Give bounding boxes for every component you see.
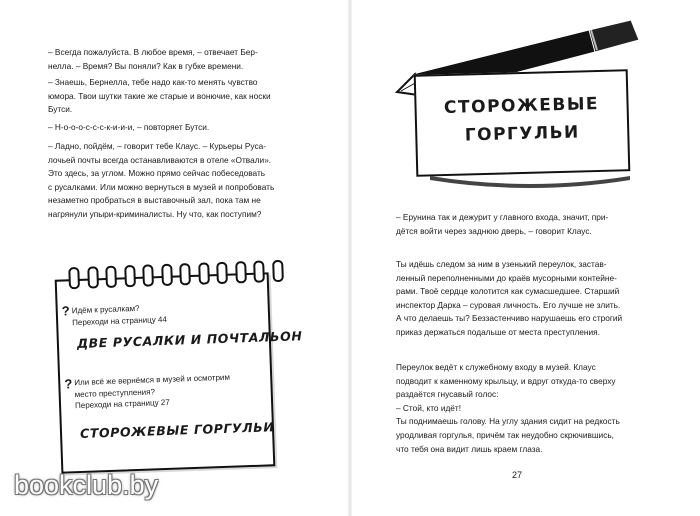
left-paragraph-1 (48, 46, 258, 73)
spiral-ring (235, 261, 247, 283)
text-line: дётся войти через заднюю дверь, – говорит Клаус. (396, 225, 592, 236)
chapter-title-sign (414, 69, 631, 177)
text-line: лочьей почты всегда останавливаются в отеле «Отвали». (48, 154, 272, 165)
text-line: Идём к русалкам? (71, 303, 140, 316)
spiral-ring (142, 264, 154, 286)
chapter-title-line-2: ГОРГУЛЬИ (464, 122, 581, 146)
text-line: нагрянули упыри-криминалисты. Ну что, как поступим? (48, 208, 262, 219)
choice-1-heading[interactable]: ДВЕ РУСАЛКИ И ПОЧТАЛЬОН (76, 328, 303, 352)
spiral-ring (216, 262, 228, 284)
left-paragraph-4 (48, 140, 274, 222)
question-mark-icon: ? (64, 376, 73, 392)
right-paragraph-1 (396, 211, 608, 238)
text-line: уродливая горгулья, причём так неудобно скрючившись, (396, 429, 614, 440)
chapter-title-line-1: СТОРОЖЕВЫЕ (443, 93, 600, 119)
spiral-ring (105, 266, 117, 288)
left-paragraph-2 (48, 76, 271, 117)
spiral-ring (179, 263, 191, 285)
text-line: с русалками. Или можно вернуться в музей и попробовать (48, 181, 275, 192)
text-line: Переходи на страницу 27 (74, 397, 170, 411)
text-line: Переходи на страницу 44 (72, 314, 167, 327)
text-line: – Знаешь, Бернелла, тебе надо как-то менять чувство (48, 77, 258, 87)
page-number: 27 (512, 470, 523, 480)
choice-2-question (74, 372, 231, 412)
text-line: нелла. – Время? Вы поняли? Как в губке времени. (48, 60, 244, 71)
text-line: – Стой, кто идёт! (396, 402, 462, 413)
spiral-ring (68, 267, 80, 289)
choice-2-heading[interactable]: СТОРОЖЕВЫЕ ГОРГУЛЬИ (79, 419, 275, 441)
right-paragraph-3 (396, 361, 620, 456)
choice-notepad (55, 272, 303, 473)
text-line: Это здесь, за углом. Можно прямо сейчас побеседовать (48, 168, 266, 179)
text-line: подводит к каменному крыльцу, и вдруг откуда-то сверху (396, 375, 616, 386)
text-line: Ты поднимаешь голову. На углу здания сидит на редкость (396, 416, 620, 427)
text-line: ленный переполненными до краёв мусорными контейне- (396, 272, 617, 283)
spiral-ring (272, 260, 284, 282)
spiral-ring (161, 264, 173, 286)
spiral-ring (124, 265, 136, 287)
text-line: что тебя она видит лишь краем глаза. (396, 443, 543, 454)
text-line: Бутси. (48, 104, 73, 115)
site-watermark: bookclub.by (14, 470, 159, 500)
text-line: рами. Твоё сердце колотится как сумасшедшее. Старший (396, 286, 620, 297)
text-line: – Ладно, пойдём, – говорит тебе Клаус. – Курьеры Руса- (48, 141, 266, 151)
question-mark-icon: ? (61, 303, 70, 319)
text-line: – Всегда пожалуйста. В любое время, – отвечает Бер- (48, 47, 258, 57)
text-line: – Ерунина так и дежурит у главного входа, значит, при- (396, 212, 609, 222)
text-line: Или всё же вернёмся в музей и осмотрим (74, 372, 231, 388)
right-paragraph-2 (396, 258, 622, 340)
text-line: место преступления? (74, 386, 156, 399)
sign-shadow-decoration (430, 174, 630, 188)
left-paragraph-3 (48, 121, 209, 135)
text-line: Переулок ведёт к служебному входу в музей. Клаус (396, 362, 596, 372)
text-line: – Н-о-о-о-с-с-с-к-и-и-и, – повторяет Бутси. (48, 122, 210, 132)
text-line: приказ держаться подальше от места преступления. (396, 326, 600, 337)
choice-1-question (72, 302, 167, 328)
spiral-ring (87, 266, 99, 288)
spiral-ring (198, 262, 210, 284)
text-line: юмора. Твои шутки такие же старые и вонючие, как носки (48, 90, 271, 101)
text-line: раздаётся гнусавый голос: (396, 389, 499, 400)
spiral-ring (253, 260, 265, 282)
text-line: незаметно пробраться в выставочный зал, пока там не (48, 195, 261, 206)
text-line: А что делаешь ты? Беззастенчиво нарушаешь его строгий (396, 313, 623, 324)
text-line: инспектор Дарка – суровая личность. Его лучше не злить. (396, 299, 621, 310)
text-line: Ты идёшь следом за ним в узенький переулок, застав- (396, 259, 607, 269)
